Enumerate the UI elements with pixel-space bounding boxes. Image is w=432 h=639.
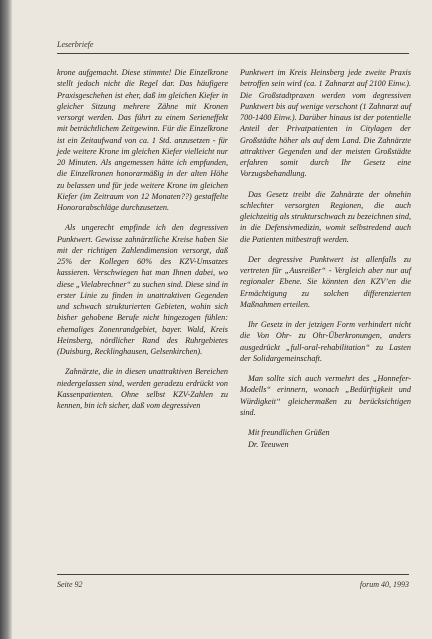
right-column: [240, 67, 411, 450]
paragraph: krone aufgemacht. Diese stimmte! Die Einzelkrone stellt jedoch nicht die Regel dar. Das häufigere Praxisgeschehen ist eher, daß im gleichen Kiefer in gleicher Sitzung mehrere Zähne mit Kronen versorgt werden. Das führt zu einem Serieneffekt mit beträchtlichem Zeitgewinn. Für die Einzelkrone ist ein Zeitaufwand von ca. 1 Std. anzusetzen - für jede weitere Krone im gleichen Kiefer vielleicht nur 20 Minuten. Als angemessen hätte ich empfunden, die Einzelkronen honorarmäßig in der alten Höhe zu belassen und für jede weitere Krone im gleichen Kiefer (im Zeitraum von 12 Monaten??) gestaffelte Honorarabschläge durchzusetzen.: [57, 68, 228, 212]
paragraph: Man sollte sich auch vermehrt des „Honnefer-Modells“ erinnern, wonach „Bedürftigkeit und Würdigkeit“ gleichermaßen zu berücksichtigen sind.: [240, 374, 411, 417]
scan-edge: [0, 0, 12, 639]
paragraph: Ihr Gesetz in der jetzigen Form verhindert nicht die Von Ohr- zu Ohr-Überkronungen, anders ausgedrückt „full-oral-rehabilitation“ zu Lasten der Solidargemeinschaft.: [240, 320, 411, 363]
footer-rule: [57, 574, 409, 575]
paragraph: Als ungerecht empfinde ich den degressiven Punktwert. Gewisse zahnärztliche Kreise haben Sie mit der richtigen Zahlendimension versorgt, daß 25% der Kollegen 60% des KZV-Umsatzes kassieren. Verschwiegen hat man Ihnen dabei, wo diese „Vielabrechner“ zu suchen sind. Diese sind in erster Linie zu finden in unattraktiven Gegenden und schwach strukturierten Gebieten, wohin sich bisher gehobene Berufe nicht hingezogen fühlen: ehemaliges Zonenrandgebiet, bayer. Wald, Kreis Heinsberg, nördlicher Rand des Ruhrgebietes (Duisburg, Recklinghausen, Gelsenkirchen).: [57, 223, 228, 356]
left-column: [57, 67, 228, 420]
closing-greeting: Mit freundlichen Grüßen: [248, 428, 330, 437]
paragraph: Zahnärzte, die in diesen unattraktiven Bereichen niedergelassen sind, werden geradezu erdrückt von Kassenpatienten. Ohne selbst KZV-Zahlen zu kennen, bin ich sicher, daß vom degressiven: [57, 367, 228, 410]
section-header: Leserbriefe: [57, 40, 94, 49]
paragraph: Der degressive Punktwert ist allenfalls zu vertreten für „Ausreißer“ - Vergleich aber nur auf regionaler Ebene. Sie könnten den KZV’en die Ermächtigung zu solchen differenzierten Maßnahmen erteilen.: [240, 254, 411, 309]
signature-name: Dr. Teeuwen: [248, 439, 289, 449]
issue-label: forum 40, 1993: [359, 580, 409, 589]
paragraph: Das Gesetz treibt die Zahnärzte der ohnehin schlechter versorgten Regionen, die auch gleichzeitig als strukturschwach zu bezeichnen sind, in die Defensivmedizin, womit selbstredend auch die Patienten mitbestraft werden.: [240, 189, 412, 244]
page-number: Seite 92: [57, 580, 83, 589]
signature-block: [240, 427, 411, 450]
header-rule: [57, 53, 409, 54]
paragraph: Punktwert im Kreis Heinsberg jede zweite Praxis betroffen sein wird (ca. 1 Zahnarzt auf 2100 Einw.). Die Großstadtpraxen werden vom degressiven Punktwert bis auf wenige verschont (1 Zahnarzt auf 700-1400 Einw.). Darüber hinaus ist der potentielle Anteil der Privatpatienten in Citylagen der Großstädte höher als auf dem Land. Die Zahnärzte attraktiver Gegenden und der meisten Großstädte erfahren somit durch Ihr Gesetz eine Vorzugsbehandlung.: [240, 68, 411, 179]
